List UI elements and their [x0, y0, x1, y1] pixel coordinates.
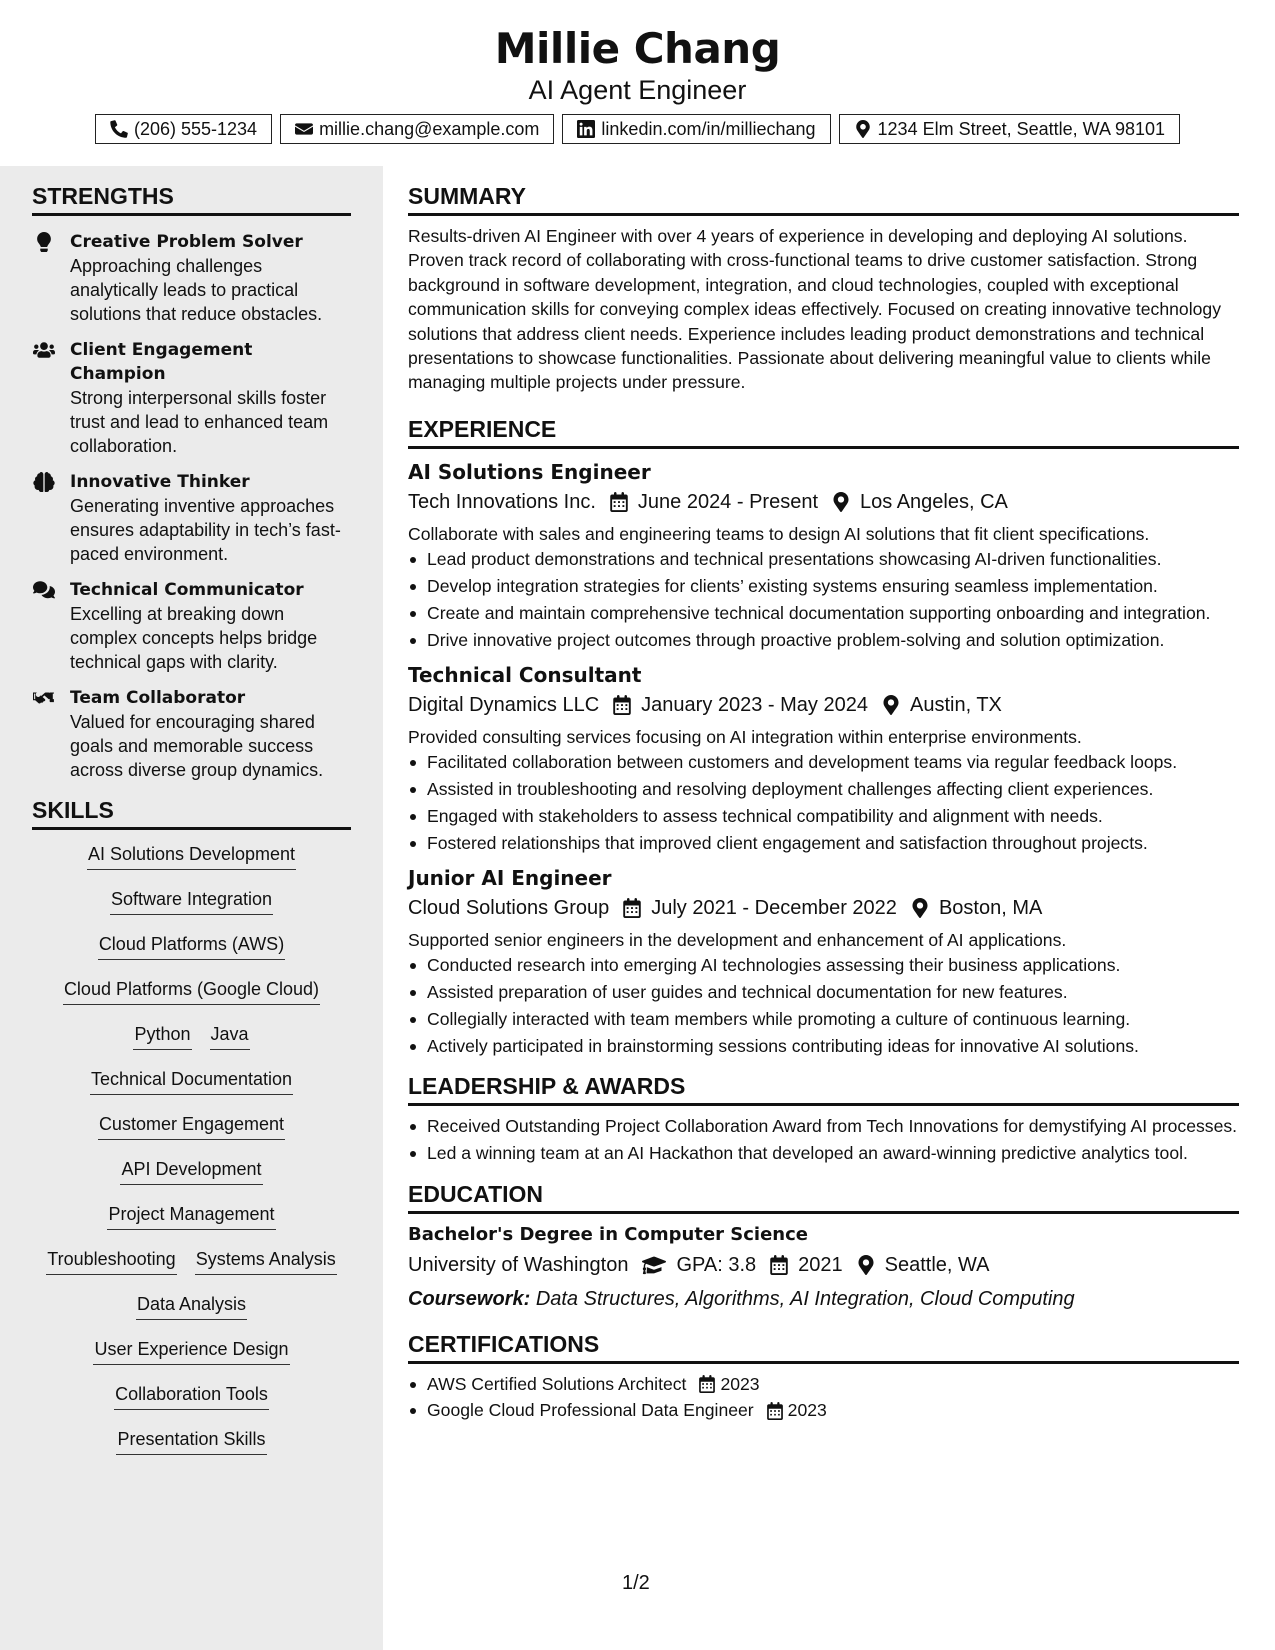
job-meta: [408, 893, 1239, 923]
job-bullets: [408, 953, 1239, 1058]
graduation-cap-icon: [642, 1255, 666, 1275]
calendar-icon: [770, 1255, 788, 1275]
strength-description: Valued for encouraging shared goals and memorable success across diverse group dynamics.: [70, 712, 324, 780]
job-dates: June 2024 - Present: [637, 490, 819, 513]
summary-text: Results-driven AI Engineer with over 4 years of experience in developing and deploying AI solutions. Proven track record of collaborating with cross-functional teams to drive customer satisfaction. Strong background in software development, integration, and cloud technologies, coupled with exceptional communication skills for conveying complex ideas effectively. Focused on creating innovative technology solutions that address client needs. Experience includes leading product demonstrations and technical presentations to showcase functionalities. Passionate about delivering meaningful value to clients while managing multiple projects under pressure.: [408, 226, 1221, 393]
job-title: Junior AI Engineer: [408, 866, 612, 891]
strength-title: Creative Problem Solver: [70, 232, 303, 252]
skill-tag: Systems Analysis: [195, 1247, 337, 1275]
lightbulb-icon: [33, 232, 55, 252]
job-bullets: [408, 750, 1239, 855]
job-location: Boston, MA: [938, 897, 1043, 920]
phone-icon: [110, 120, 128, 138]
strength-description: Strong interpersonal skills foster trust and lead to enhanced team collaboration.: [70, 388, 329, 456]
skill-tag: AI Solutions Development: [87, 842, 296, 870]
skills-list: [20, 842, 363, 1472]
map-pin-icon: [832, 492, 850, 512]
contact-linkedin: [562, 114, 830, 144]
contact-phone-text: (206) 555-1234: [133, 118, 258, 139]
sidebar: [0, 166, 383, 1650]
strength-title: Team Collaborator: [70, 688, 246, 708]
list-item: Assisted in troubleshooting and resolving deployment challenges affecting client experiences.: [408, 777, 1239, 801]
contact-email: [280, 114, 554, 144]
certifications-list: [408, 1372, 1239, 1423]
calendar-icon: [698, 1375, 716, 1393]
map-pin-icon: [882, 695, 900, 715]
contact-linkedin-text: linkedin.com/in/milliechang: [601, 118, 816, 139]
main-content: [408, 166, 1239, 1425]
contact-phone: [95, 114, 272, 144]
calendar-icon: [766, 1402, 784, 1420]
handshake-icon: [33, 688, 55, 708]
skill-tag: Python: [133, 1022, 191, 1050]
list-item: Facilitated collaboration between customers and development teams via regular feedback loops.: [408, 750, 1239, 774]
job-bullets: [408, 547, 1239, 652]
job-entry: [408, 863, 1239, 1058]
candidate-role: AI Agent Engineer: [528, 75, 747, 105]
resume-header: [0, 0, 1275, 166]
leadership-heading: LEADERSHIP & AWARDS: [408, 1072, 1239, 1106]
users-icon: [33, 340, 55, 360]
job-entry: [408, 457, 1239, 652]
skill-tag: Cloud Platforms (Google Cloud): [63, 977, 320, 1005]
education-location: Seattle, WA: [884, 1253, 990, 1276]
job-company: Tech Innovations Inc.: [408, 490, 596, 513]
strength-description: Excelling at breaking down complex concepts helps bridge technical gaps with clarity.: [70, 604, 318, 672]
certification-year: 2023: [787, 1400, 827, 1421]
comments-icon: [33, 580, 55, 600]
list-item: Fostered relationships that improved client engagement and satisfaction throughout projects.: [408, 831, 1239, 855]
contact-address: [839, 114, 1181, 144]
list-item: Conducted research into emerging AI technologies assessing their business applications.: [408, 953, 1239, 977]
education-year: 2021: [798, 1253, 843, 1276]
job-company: Cloud Solutions Group: [408, 897, 610, 920]
envelope-icon: [295, 120, 313, 138]
calendar-icon: [610, 492, 628, 512]
list-item: [408, 1398, 1239, 1422]
skill-tag: User Experience Design: [93, 1337, 289, 1365]
list-item: Received Outstanding Project Collaboration Award from Tech Innovations for demystifying AI processes.: [408, 1114, 1239, 1138]
strength-title: Innovative Thinker: [70, 472, 250, 492]
job-description: Provided consulting services focusing on AI integration within enterprise environments.: [408, 726, 1082, 747]
certification-year: 2023: [720, 1373, 760, 1394]
list-item: Collegially interacted with team members while promoting a culture of continuous learning.: [408, 1007, 1239, 1031]
skill-tag: Cloud Platforms (AWS): [98, 932, 285, 960]
coursework-label: Coursework:: [408, 1287, 531, 1310]
job-description: Collaborate with sales and engineering teams to design AI solutions that fit client specifications.: [408, 523, 1150, 544]
job-location: Austin, TX: [909, 693, 1002, 716]
calendar-icon: [623, 898, 641, 918]
map-pin-icon: [857, 1255, 875, 1275]
skill-tag: API Development: [120, 1157, 262, 1185]
skill-tag: Project Management: [107, 1202, 275, 1230]
map-pin-icon: [854, 120, 872, 138]
skill-tag: Troubleshooting: [46, 1247, 176, 1275]
list-item: Engaged with stakeholders to assess technical compatibility and alignment with needs.: [408, 804, 1239, 828]
brain-icon: [33, 472, 55, 492]
education-heading: EDUCATION: [408, 1180, 1239, 1214]
contact-bar: [0, 114, 1275, 144]
page-number: 1/2: [622, 1572, 650, 1594]
leadership-bullets: [408, 1114, 1239, 1165]
strengths-list: [32, 230, 351, 782]
certifications-heading: CERTIFICATIONS: [408, 1330, 1239, 1364]
strength-item: [32, 578, 351, 674]
skill-tag: Java: [210, 1022, 250, 1050]
list-item: Develop integration strategies for clients’ existing systems ensuring seamless implementation.: [408, 574, 1239, 598]
strength-title: Technical Communicator: [70, 580, 304, 600]
education-school: University of Washington: [408, 1253, 629, 1276]
strength-title: Client Engagement Champion: [70, 340, 253, 384]
skill-tag: Technical Documentation: [90, 1067, 293, 1095]
strength-item: [32, 470, 351, 566]
strength-item: [32, 338, 351, 458]
contact-address-text: 1234 Elm Street, Seattle, WA 98101: [877, 118, 1166, 139]
job-location: Los Angeles, CA: [860, 490, 1008, 513]
job-entry: [408, 660, 1239, 855]
experience-heading: EXPERIENCE: [408, 415, 1239, 449]
map-pin-icon: [911, 898, 929, 918]
strength-item: [32, 686, 351, 782]
contact-email-text: millie.chang@example.com: [319, 118, 540, 139]
strength-description: Generating inventive approaches ensures adaptability in tech’s fast-paced environment.: [70, 496, 341, 564]
coursework-list: Data Structures, Algorithms, AI Integration, Cloud Computing: [535, 1287, 1075, 1310]
education-meta: [408, 1250, 1239, 1280]
certification-name: Google Cloud Professional Data Engineer: [427, 1400, 754, 1421]
list-item: Led a winning team at an AI Hackathon that developed an award-winning predictive analytics tool.: [408, 1141, 1239, 1165]
list-item: Drive innovative project outcomes through proactive problem-solving and solution optimization.: [408, 628, 1239, 652]
skill-tag: Collaboration Tools: [114, 1382, 269, 1410]
job-dates: July 2021 - December 2022: [651, 897, 897, 920]
skill-tag: Data Analysis: [136, 1292, 247, 1320]
list-item: Create and maintain comprehensive technical documentation supporting onboarding and integration.: [408, 601, 1239, 625]
linkedin-icon: [577, 120, 595, 138]
job-description: Supported senior engineers in the development and enhancement of AI applications.: [408, 930, 1067, 951]
job-meta: [408, 487, 1239, 517]
skill-tag: Software Integration: [110, 887, 273, 915]
list-item: Assisted preparation of user guides and technical documentation for new features.: [408, 980, 1239, 1004]
calendar-icon: [613, 695, 631, 715]
summary-heading: SUMMARY: [408, 182, 1239, 216]
skills-heading: SKILLS: [32, 796, 351, 830]
list-item: Actively participated in brainstorming sessions contributing ideas for innovative AI solutions.: [408, 1034, 1239, 1058]
certification-name: AWS Certified Solutions Architect: [427, 1373, 687, 1394]
education-gpa: GPA: 3.8: [676, 1253, 757, 1276]
education-degree: Bachelor's Degree in Computer Science: [408, 1223, 808, 1245]
skill-tag: Customer Engagement: [98, 1112, 285, 1140]
candidate-name: Millie Chang: [494, 24, 781, 73]
job-company: Digital Dynamics LLC: [408, 693, 600, 716]
strength-description: Approaching challenges analytically leads to practical solutions that reduce obstacles.: [70, 256, 323, 324]
job-dates: January 2023 - May 2024: [641, 693, 868, 716]
strengths-heading: STRENGTHS: [32, 182, 351, 216]
education-coursework: [408, 1284, 1239, 1314]
job-title: AI Solutions Engineer: [408, 459, 651, 484]
job-meta: [408, 690, 1239, 720]
job-title: Technical Consultant: [408, 662, 642, 687]
list-item: [408, 1372, 1239, 1396]
skill-tag: Presentation Skills: [116, 1427, 266, 1455]
strength-item: [32, 230, 351, 326]
list-item: Lead product demonstrations and technical presentations showcasing AI-driven functionalities.: [408, 547, 1239, 571]
